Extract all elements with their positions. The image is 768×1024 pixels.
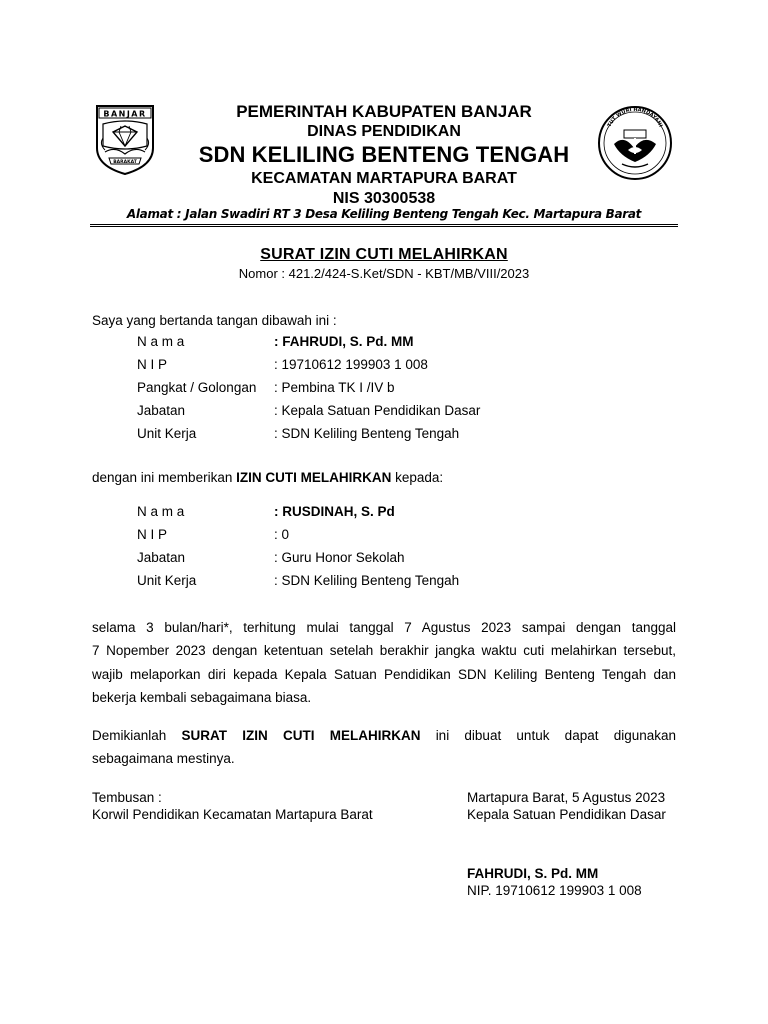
signer-nip-label: N I P: [137, 357, 168, 372]
signer-jabatan-label: Jabatan: [137, 403, 186, 418]
grant-text-bold: IZIN CUTI MELAHIRKAN: [236, 470, 392, 485]
letter-title: SURAT IZIN CUTI MELAHIRKAN: [260, 246, 508, 263]
cc-label: Tembusan :: [92, 790, 162, 805]
recipient-jabatan-label: Jabatan: [137, 550, 186, 565]
paragraph-line: bekerja kembali sebagaimana biasa.: [92, 689, 312, 705]
signature-block: [467, 789, 666, 823]
letter-number: Nomor : 421.2/424-S.Ket/SDN - KBT/MB/VIII/2023: [238, 266, 530, 281]
recipient-jabatan-value: : Guru Honor Sekolah: [274, 550, 405, 565]
tut-wuri-handayani-logo-icon: [594, 104, 676, 182]
signature-nip: NIP. 19710612 199903 1 008: [467, 883, 642, 898]
recipient-unit-label: Unit Kerja: [137, 573, 197, 588]
svg-text:TUT WURI HANDAYANI: TUT WURI HANDAYANI: [606, 106, 664, 129]
paragraph-line: 7 Nopember 2023 dengan ketentuan setelah berakhir jangka waktu cuti melahirkan tersebut,: [92, 643, 676, 659]
signer-unit-label: Unit Kerja: [137, 426, 197, 441]
grant-statement: [92, 466, 443, 489]
paragraph-line: [92, 724, 676, 747]
recipient-nama-label: N a m a: [137, 504, 185, 519]
recipient-nip-value: : 0: [274, 527, 290, 542]
cc-recipient: Korwil Pendidikan Kecamatan Martapura Barat: [92, 807, 373, 822]
signer-nip-value: : 19710612 199903 1 008: [274, 357, 428, 372]
letterhead-text: [90, 102, 678, 208]
paragraph-line: wajib melaporkan diri kepada Kepala Satuan Pendidikan SDN Keliling Benteng Tengah dan: [92, 666, 676, 682]
closing-paragraph: [92, 724, 676, 771]
paragraph-line: selama 3 bulan/hari*, terhitung mulai tanggal 7 Agustus 2023 sampai dengan tanggal: [92, 620, 676, 635]
intro-text: Saya yang bertanda tangan dibawah ini :: [92, 313, 337, 328]
svg-text:BANJAR: BANJAR: [103, 109, 147, 119]
signature-name-block: [467, 865, 642, 899]
closing-bold: SURAT IZIN CUTI MELAHIRKAN: [181, 728, 421, 743]
letterhead: [90, 100, 678, 226]
letterhead-department: DINAS PENDIDIKAN: [307, 123, 461, 140]
grant-text-after: kepada:: [391, 470, 444, 485]
signature-position: Kepala Satuan Pendidikan Dasar: [467, 807, 666, 822]
letterhead-nis: NIS 30300538: [332, 190, 436, 207]
signer-pangkat-value: : Pembina TK I /IV b: [274, 380, 395, 395]
signature-place-date: Martapura Barat, 5 Agustus 2023: [467, 790, 666, 805]
letterhead-government: PEMERINTAH KABUPATEN BANJAR: [236, 102, 532, 121]
signer-unit-value: : SDN Keliling Benteng Tengah: [274, 426, 460, 441]
leave-period-paragraph: [92, 616, 676, 709]
signature-name: FAHRUDI, S. Pd. MM: [467, 866, 599, 881]
recipient-nip-label: N I P: [137, 527, 168, 542]
letterhead-district: KECAMATAN MARTAPURA BARAT: [251, 170, 517, 187]
closing-before: Demikianlah: [92, 728, 167, 743]
recipient-nama-value: : RUSDINAH, S. Pd: [274, 504, 395, 519]
grant-text-before: dengan ini memberikan: [92, 470, 237, 485]
paragraph-line: sebagaimana mestinya.: [92, 751, 235, 767]
signer-pangkat-label: Pangkat / Golongan: [137, 380, 257, 395]
signer-jabatan-value: : Kepala Satuan Pendidikan Dasar: [274, 403, 481, 418]
signer-nama-label: N a m a: [137, 334, 185, 349]
signer-nama-value: : FAHRUDI, S. Pd. MM: [274, 334, 414, 349]
closing-after: ini dibuat untuk dapat digunakan: [435, 728, 676, 743]
recipient-unit-value: : SDN Keliling Benteng Tengah: [274, 573, 460, 588]
cc-block: [92, 789, 373, 823]
svg-text:BARAKAT: BARAKAT: [113, 160, 137, 165]
letterhead-school-name: SDN KELILING BENTENG TENGAH: [198, 142, 570, 167]
letterhead-divider: [90, 224, 678, 227]
letterhead-address: Alamat : Jalan Swadiri RT 3 Desa Keliling Benteng Tengah Kec. Martapura Barat: [126, 207, 642, 221]
